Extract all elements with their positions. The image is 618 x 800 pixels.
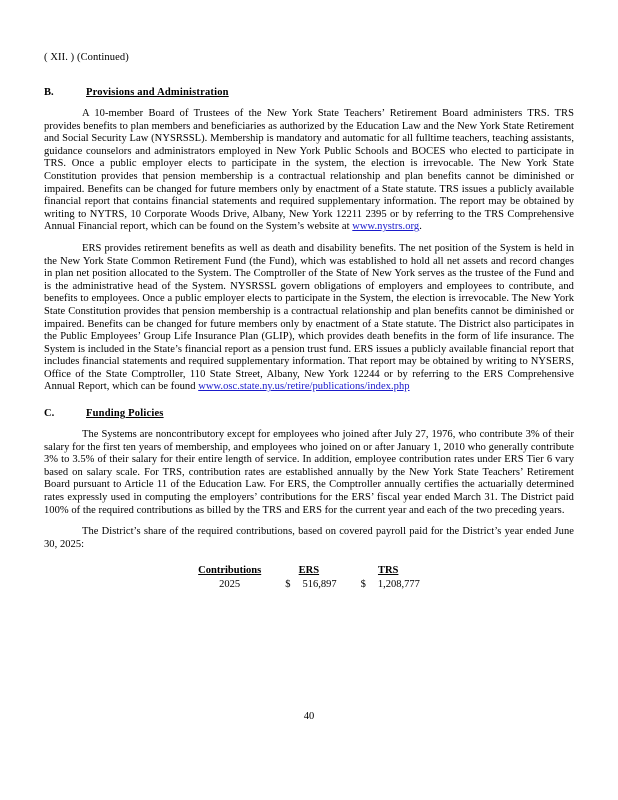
contributions-table bbox=[188, 565, 430, 590]
section-title: Funding Policies bbox=[86, 408, 164, 420]
section-letter: B. bbox=[44, 87, 54, 98]
paragraph-text: A 10-member Board of Trustees of the New York State Teachers’ Retirement Board administers TRS. TRS provides benefits to plan members and beneficiaries as authorized by the Education Law and the New York State Retirement and Social Security Law (NYSRSSL). Membership is mandatory and automatic for all fulltime teachers, teaching assistants, guidance counselors and administrators employed in New York Public Schools and BOCES who elected to participate in TRS. Once a public employer elects to participate in the system, the election is irrevocable. The New York State Constitution provides that pension membership is a contractual relationship and plan benefits cannot be diminished or impaired. Benefits can be changed for future members only by enactment of a State statute. TRS issues a publicly available financial report that contains financial statements and required supplementary information. The report may be obtained by writing to NYTRS, 10 Corporate Woods Drive, Albany, New York 12211 2395 or by referring to the TRS Comprehensive Annual Financial report, which can be found on the System’s website at bbox=[44, 108, 574, 233]
column-header-contributions: Contributions bbox=[198, 565, 262, 577]
section-funding-policies bbox=[44, 408, 574, 551]
table-row bbox=[188, 577, 430, 590]
cell-trs-value: 1,208,777 bbox=[377, 579, 420, 591]
nystrs-link[interactable]: www.nystrs.org bbox=[352, 221, 420, 233]
paragraph-tail: . bbox=[419, 221, 422, 233]
section-provisions-and-administration bbox=[44, 87, 574, 394]
section-heading bbox=[44, 408, 574, 419]
paragraph: The District’s share of the required contributions, based on covered payroll paid for the District’s year ended June 30, 2025: bbox=[44, 526, 574, 550]
cell-year: 2025 bbox=[219, 579, 241, 591]
paragraph bbox=[44, 108, 574, 234]
continued-header: ( XII. ) (Continued) bbox=[44, 52, 129, 63]
paragraph bbox=[44, 243, 574, 394]
cell-ers-value: 516,897 bbox=[302, 579, 337, 591]
column-header-trs: TRS bbox=[377, 565, 399, 577]
osc-publications-link[interactable]: www.osc.state.ny.us/retire/publications/index.php bbox=[198, 381, 410, 393]
page-number: 40 bbox=[303, 711, 315, 722]
table-header-row bbox=[188, 565, 430, 577]
cell-ers-currency-symbol: $ bbox=[285, 579, 291, 591]
section-heading bbox=[44, 87, 574, 98]
paragraph: The Systems are noncontributory except for employees who joined after July 27, 1976, who contribute 3% of their salary for the first ten years of membership, and employees who joined on or after January 1, 2010 who generally contribute 3% to 3.5% of their salary for their entire length of service. In addition, employee contribution rates under ERS Tier 6 vary based on salary scale. For TRS, contribution rates are established annually by the New York State Teachers’ Retirement Board pursuant to Article 11 of the Education Law. For ERS, the Comptroller annually certifies the actuarially determined rates expressly used in computing the employers’ contributions for the ERS’ fiscal year ended March 31. The District paid 100% of the required contributions as billed by the TRS and ERS for the current year and each of the two preceding years. bbox=[44, 429, 574, 516]
section-title: Provisions and Administration bbox=[86, 87, 229, 98]
column-header-ers: ERS bbox=[298, 565, 320, 577]
contributions-table-wrapper bbox=[44, 565, 574, 590]
cell-trs-currency-symbol: $ bbox=[360, 579, 366, 591]
section-letter: C. bbox=[44, 408, 55, 420]
paragraph-text: ERS provides retirement benefits as well as death and disability benefits. The net position of the System is held in the New York State Common Retirement Fund (the Fund), which was established to hold all net assets and record changes in plan net position allocated to the System. The Comptroller of the State of New York serves as the trustee of the Fund and is the administrative head of the System. NYSRSSL govern obligations of employers and employees to contribute, and benefits to employees. Once a public employer elects to participate in the System, the election is irrevocable. The New York State Constitution provides that pension membership is a contractual relationship and plan benefits cannot be diminished or impaired. Benefits can be changed for future members only by enactment of a State statute. The District also participates in the Public Employees’ Group Life Insurance Plan (GLIP), which provides death benefits in the form of life insurance. The System is included in the State’s financial report as a pension trust fund. ERS issues a publicly available financial report that includes financial statements and required supplementary information. That report may be obtained by writing to NYSERS, Office of the State Comptroller, 110 State Street, Albany, New York 12244 or by referring to the ERS Comprehensive Annual Report, which can be found bbox=[44, 242, 574, 393]
